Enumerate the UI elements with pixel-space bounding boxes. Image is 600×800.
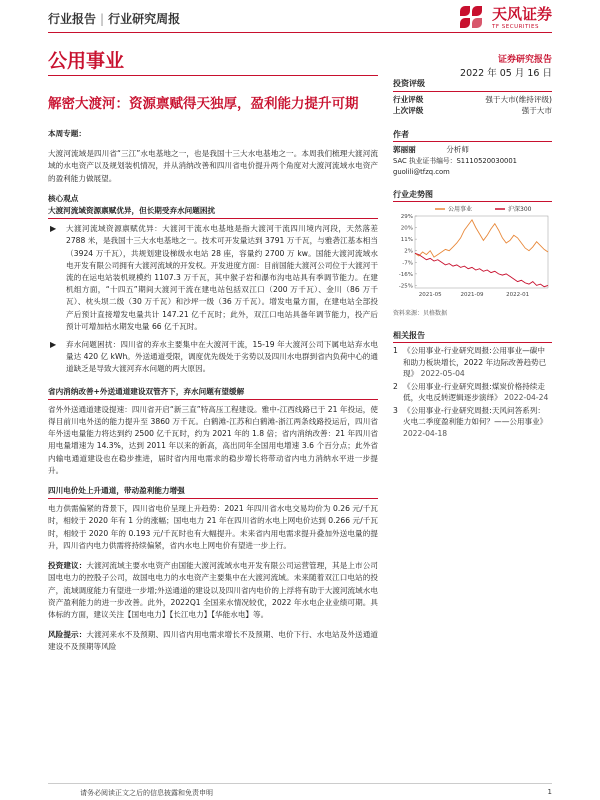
series-line-csi300 [415, 253, 548, 286]
chart-source: 资料来源：贝格数据 [393, 310, 448, 317]
sidebar [393, 78, 552, 440]
bullet-resources: ▶ 大渡河流域资源禀赋优异：大渡河干流水电基地是指大渡河干流四川境内河段，天然落差 2788 米，是我国十三大水电基地之一。技术可开发量达到 3791 万千瓦，与雅砻江基本相当（3924 万千瓦），共规划建设梯级水电站 28 座，容量约 2700 万 kw。国能大渡河流域水电开发有限公司拥有大渡河流域的开发权。开发进度方面：目前国能大渡河公司位于大渡河干流的在运电站装机规模约 1107.3 万千瓦，其中猴子岩和瀑布沟电站具有季调节能力。在建机组方面，“十四五”期间大渡河干流在建电站包括双江口（200 万千瓦）、金川（86 万千瓦）、枕头坝二级（30 万千瓦）和沙坪一级（36 万千瓦）。增发电量方面，在建电站全部投产后预计直接增发电量共计 147.21 亿千瓦时；此外，双江口电站具备年调节能力，投产后预计可增加枯水期发电量 66 亿千瓦时。 [48, 223, 378, 333]
x-tick-label: 2022-01 [506, 292, 530, 298]
x-tick-label: 2021-09 [460, 292, 484, 298]
author-heading: 作者 [393, 129, 552, 143]
report-title: 解密大渡河：资源禀赋得天独厚，盈利能力提升可期 [48, 96, 359, 112]
related-report-date: 2022-05-04 [420, 369, 465, 378]
y-tick-label: -25% [398, 283, 413, 290]
author-email: guolili@tfzq.com [393, 168, 450, 176]
y-tick-label: -7% [402, 260, 413, 267]
related-report-text[interactable]: 《公用事业-行业研究周报:天风问答系列：火电二季度盈利能力如何？——公用事业》 2022-04-18 [403, 405, 548, 438]
related-report-date: 2022-04-18 [403, 428, 448, 438]
breadcrumb: 行业报告 | 行业研究周报 [48, 12, 181, 26]
related-report-number: 2 [393, 381, 398, 391]
rating-heading: 投资评级 [393, 78, 552, 92]
section-price-title: 四川电价处上升通道，带动盈利能力增强 [48, 485, 378, 499]
related-heading: 相关报告 [393, 330, 552, 344]
related-report-text[interactable]: 《公用事业-行业研究周报:煤炭价格持续走低，火电反转逻辑逐步演绎》 2022-04-24 [403, 381, 549, 402]
author-sac: SAC 执业证书编号：S1110520030001 [393, 156, 517, 165]
previous-rating-row: 上次评级 强于大市 [393, 106, 552, 115]
core-subheading: 大渡河流域资源禀赋优异，但长期受弃水问题困扰 [48, 205, 378, 219]
triangle-bullet-icon: ▶ [50, 340, 57, 350]
sector-rule [48, 75, 378, 76]
trend-heading: 行业走势图 [393, 189, 552, 203]
crumb-industry-report: 行业报告 [48, 12, 97, 26]
related-report-text[interactable]: 《公用事业-行业研究周报:公用事业—碳中和助力板块增长，2022 年边际改善趋势已现》 2022-05-04 [403, 346, 547, 378]
related-reports-list [393, 345, 552, 439]
chart-frame [415, 216, 548, 288]
author-line: 郭丽丽 分析师 [393, 145, 469, 154]
tf-securities-logo: 天风证券 TF SECURITIES [458, 4, 552, 32]
related-report-item[interactable] [393, 405, 552, 440]
trend-chart [393, 204, 552, 304]
y-tick-label: 11% [400, 237, 413, 244]
series-line-utilities [415, 220, 548, 257]
investment-advice: 投资建议：大渡河流域主要水电资产由国能大渡河流域水电开发有限公司运营管理，其是上市公司国电电力的控股子公司，故国电电力的水电资产主要集中在大渡河流域。未来随着双江口电站的投产，流域调度能力有望进一步增;外送通道的建设以及四川省内电价的上浮将有助于大渡河流域水电资产盈利能力的进一步改善。此外，2022Q1 全国来水情况较优，2022 年水电企业业绩可期。具体标的方面，建议关注【国电电力】【长江电力】【华能水电】等。 [48, 561, 379, 619]
report-type: 证券研究报告 [497, 55, 552, 65]
section-consumption-title: 省内消纳改善+外送通道建设双管齐下，弃水问题有望缓解 [48, 386, 378, 400]
section-consumption-body: 省外外送通道建设提速：四川省开启“新三直”特高压工程建设。雅中-江西线路已于 21 年投运，使得目前川电外送的能力提升至 3860 万千瓦。白鹤滩-江苏和白鹤滩-浙江两条线路投运后，四川省年外送电量能力将达到约 2500 亿千瓦时，约为 2021 年的 1.8 倍；省内消纳改善：21 年四川省用电量增速为 14.3%，达到 2011 年以来的新高，高出同年全国用电增速 3.6 个百分点；此外省内输电通道建设也在稳步推进，届时省内用电需求的稳步增长将带动省内电力消纳水平进一步提升。 [48, 404, 378, 475]
related-report-number: 1 [393, 346, 398, 355]
risk-warning: 风险提示：大渡河来水不及预期、四川省内用电需求增长不及预期、电价下行、水电站及外送通道建设不及预期等风险 [48, 630, 379, 652]
core-label: 核心观点 [48, 193, 79, 203]
report-date: 2022 年 05 月 16 日 [460, 68, 552, 79]
related-report-number: 3 [393, 405, 398, 415]
legend-label: 公用事业 [448, 206, 473, 213]
intro-paragraph: 大渡河流域是四川省“三江”水电基地之一，也是我国十三大水电基地之一。本周我们梳理大渡河流域的水电资产以及规划装机情况，并从消纳改善和四川省电价提升两个角度对大渡河流域水电资产的盈利能力做展望。 [48, 149, 378, 183]
y-tick-label: 20% [400, 225, 413, 232]
header-rule [48, 32, 552, 33]
y-tick-label: 2% [404, 248, 413, 255]
related-report-item[interactable] [393, 345, 552, 380]
y-tick-label: -16% [398, 271, 413, 278]
industry-rating-row: 行业评级 强于大市(维持评级) [393, 94, 552, 104]
triangle-bullet-icon: ▶ [50, 224, 57, 234]
weekly-label: 本周专题： [48, 129, 86, 138]
crumb-weekly: 行业研究周报 [108, 12, 181, 26]
footer-rule [48, 783, 552, 784]
trend-chart-svg [393, 204, 552, 304]
section-price-body: 电力供需偏紧的背景下，四川省电价呈现上升趋势：2021 年四川省水电交易均价为 0.26 元/千瓦时，相较于 2020 年有 1 分的涨幅；国电电力 21 年在四川省的水电上网电价达到 0.266 元/千瓦时，相较于 2020 年的 0.193 元/千瓦时也有大幅提升。未来省内用电需求提升叠加外送电量的提升，四川省内电力供需将持续偏紧，省内水电上网电价有望进一步上行。 [48, 504, 378, 550]
logo-mark-icon [458, 4, 486, 32]
related-report-date: 2022-04-24 [504, 393, 549, 402]
bullet-curtailment: ▶ 弃水问题困扰：四川省的弃水主要集中在大渡河干流，15-19 年大渡河公司下属电站弃水电量达 420 亿 kWh。外送通道受限，调度优先级处于劣势以及四川水电群到省内负荷中心的通道缺乏是导致大渡河弃水问题的两大原因。 [48, 339, 378, 376]
page-number: 1 [547, 788, 552, 796]
legend-label: 沪深300 [508, 206, 532, 213]
x-tick-label: 2021-05 [418, 292, 442, 298]
main-content [48, 128, 378, 654]
footer-disclaimer: 请务必阅读正文之后的信息披露和免责申明 [80, 789, 213, 797]
y-tick-label: 29% [400, 214, 413, 220]
sector-title: 公用事业 [48, 50, 125, 72]
related-report-item[interactable] [393, 381, 552, 404]
